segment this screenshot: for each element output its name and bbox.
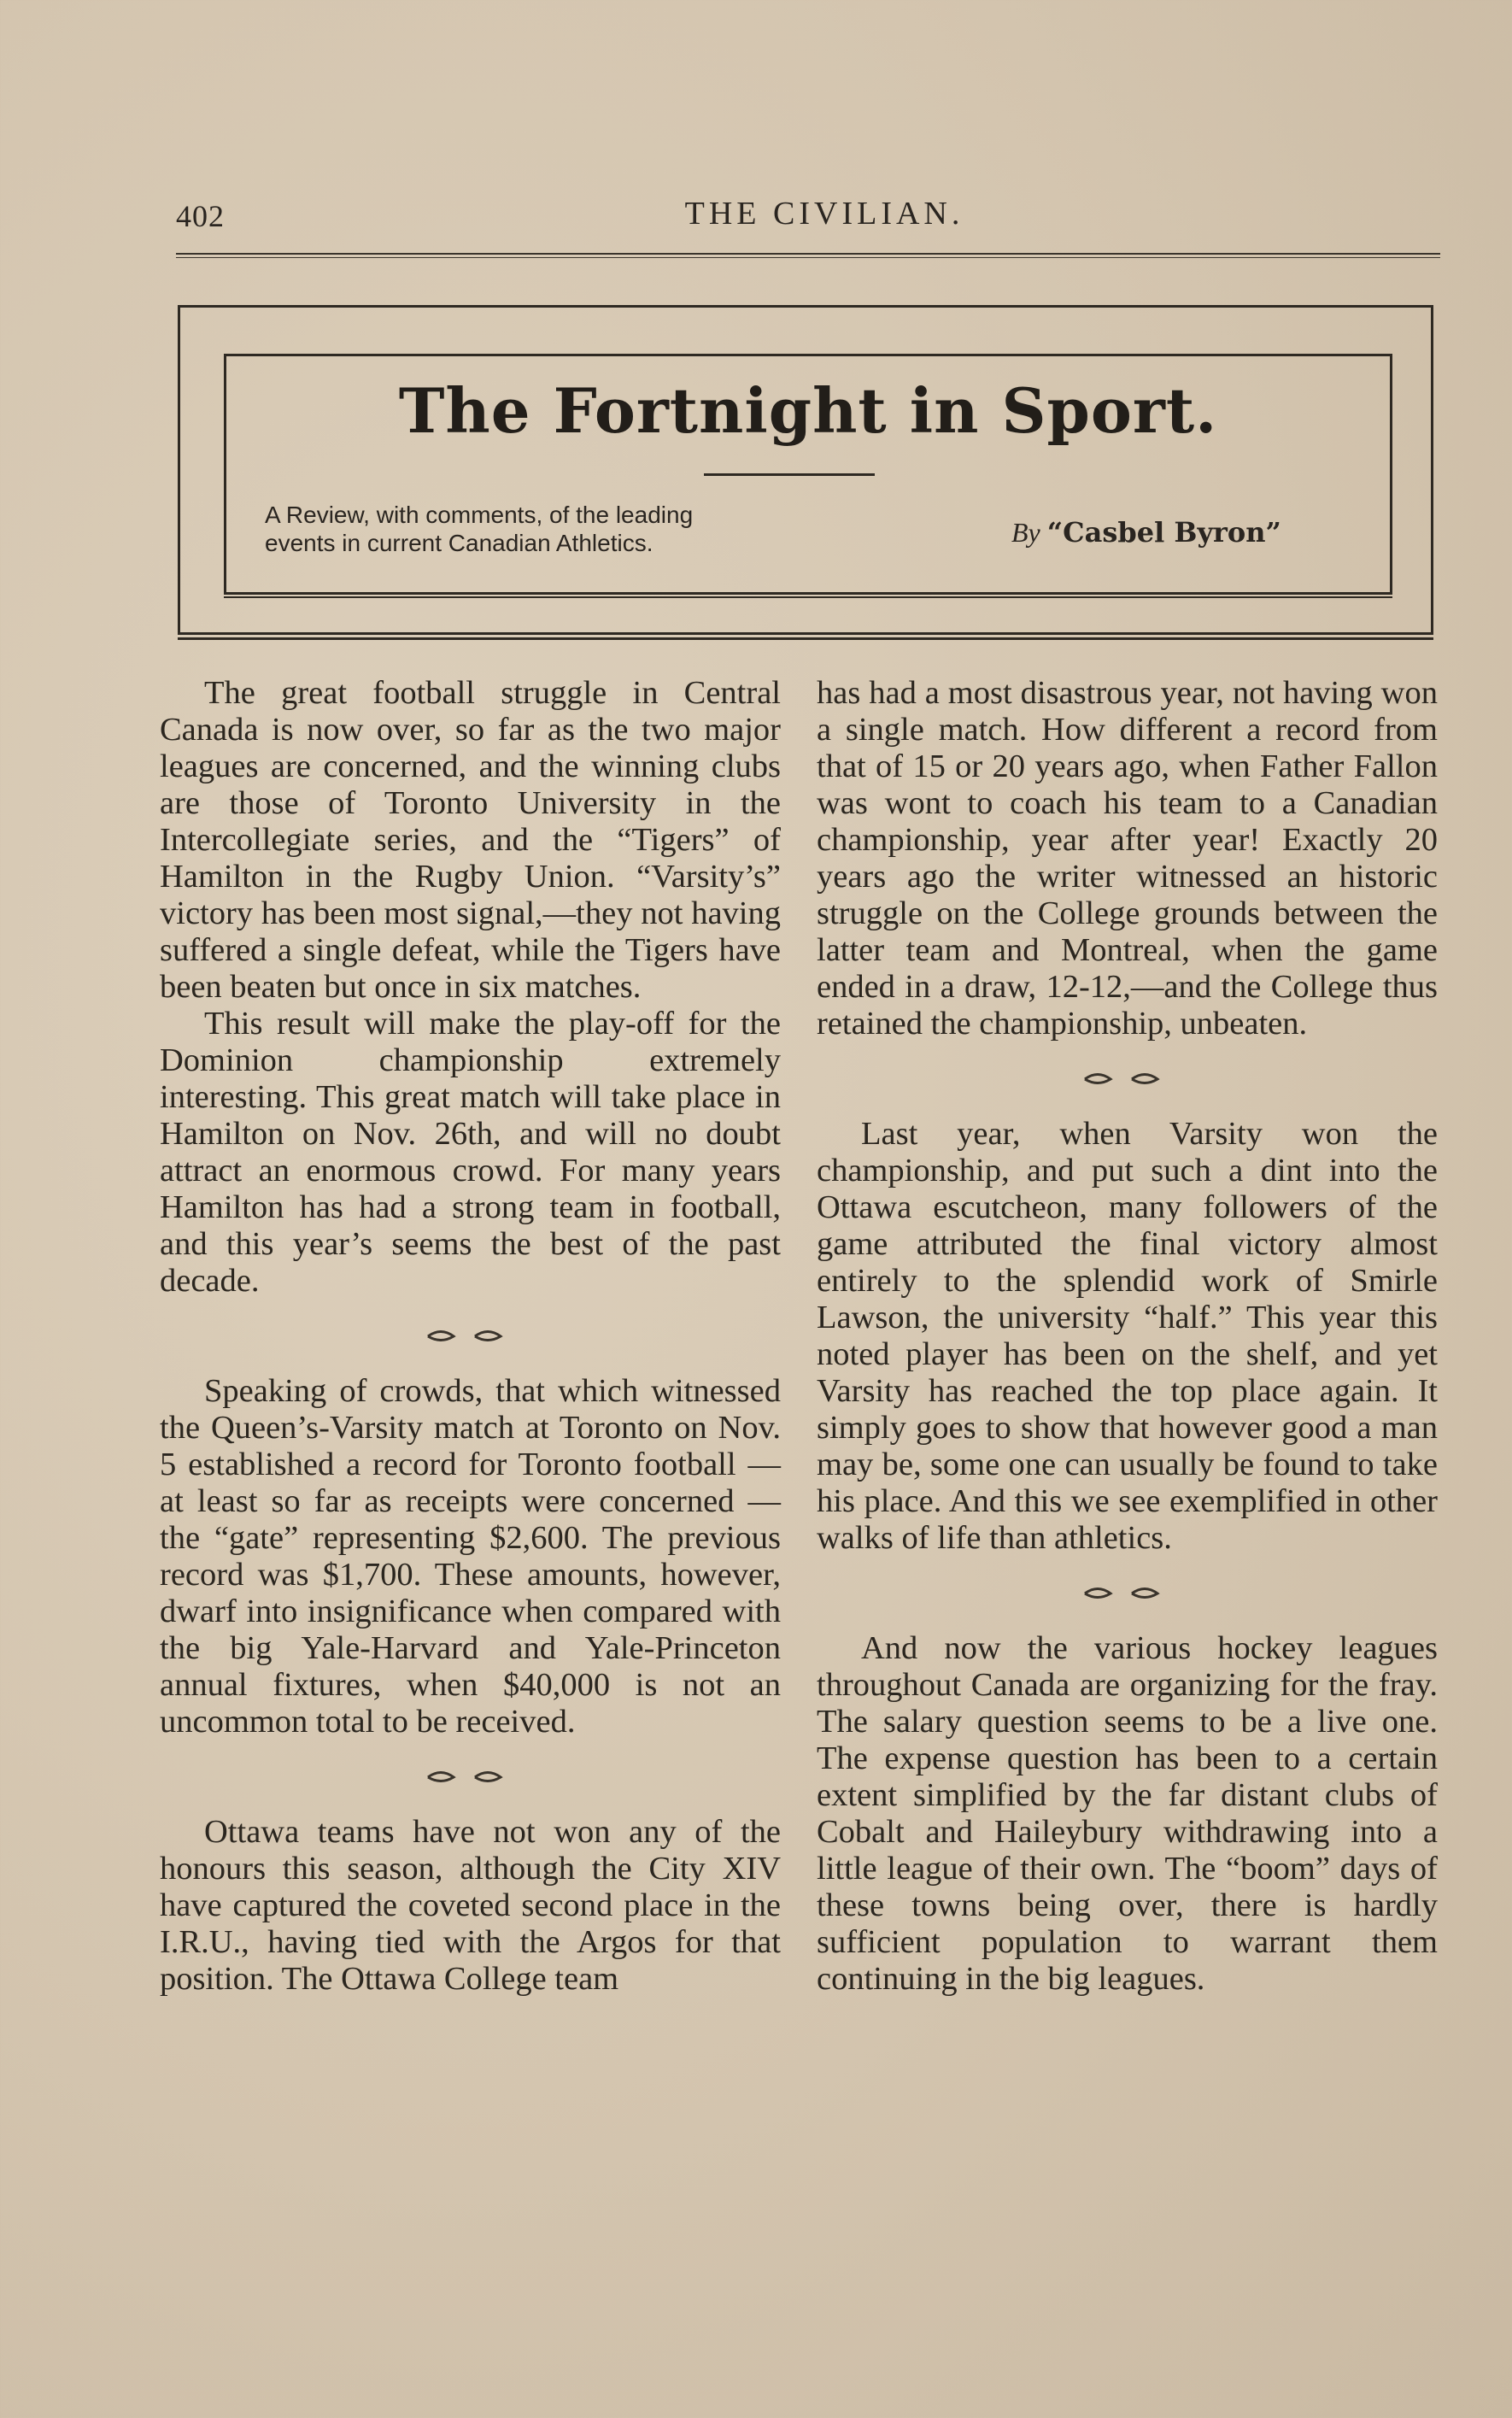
running-title: THE CIVILIAN.: [684, 196, 964, 232]
article-left-column: [160, 675, 781, 1998]
article-right-column: [817, 675, 1438, 1998]
byline-prefix: By: [1011, 517, 1040, 548]
section-separator-ornament: [817, 1557, 1438, 1630]
header-rule: [176, 253, 1440, 258]
paragraph: has had a most disastrous year, not having won a single match. How different a record from that of 15 or 20 years ago, when Father Fallon was wont to coach his team to a Canadian championship, year after year! Exactly 20 years ago the writer witnessed an historic struggle on the College grounds between the latter team and Montreal, when the game ended in a draw, 12-12,—and the College thus retained the championship, unbeaten.: [817, 675, 1438, 1042]
paragraph: This result will make the play-off for the Dominion championship extremely interesting. This great match will take place in Hamilton on Nov. 26th, and will no doubt attract an enormous crowd. For many years Hamilton has had a strong team in football, and this year’s seems the best of the past decade.: [160, 1006, 781, 1299]
subtitle-line-2: events in current Canadian Athletics.: [265, 530, 653, 556]
feature-outer-frame-rule: [178, 637, 1433, 640]
page-number: 402: [176, 199, 225, 233]
feature-inner-frame-rule: [224, 596, 1392, 598]
paragraph: Speaking of crowds, that which witnessed the Queen’s-Varsity match at Toronto on Nov. 5 established a record for Toronto football — at least so far as receipts were concerned — the “gate” representing $2,600. The previous record was $1,700. These amounts, however, dwarf into insignificance when compared with the big Yale-Harvard and Yale-Princeton annual fixtures, when $40,000 is not an uncommon total to be received.: [160, 1373, 781, 1740]
section-separator-ornament: [160, 1300, 781, 1373]
byline-name: “Casbel Byron”: [1046, 516, 1281, 549]
section-separator-ornament: [817, 1042, 1438, 1116]
title-underline: [704, 473, 875, 476]
feature-subtitle: [265, 501, 863, 557]
byline: [1011, 516, 1281, 549]
paragraph: The great football struggle in Central Canada is now over, so far as the two major leagues are concerned, and the winning clubs are those of Toronto University in the Intercollegiate series, and the “Tigers” of Hamilton in the Rugby Union. “Varsity’s” victory has been most signal,—they not having suffered a single defeat, while the Tigers have been beaten but once in six matches.: [160, 675, 781, 1005]
paragraph: And now the various hockey leagues throughout Canada are organizing for the fray. The salary question seems to be a live one. The expense question has been to a certain extent simplified by the far distant clubs of Cobalt and Haileybury withdrawing into a little league of their own. The “boom” days of these towns being over, there is hardly sufficient population to warrant them continuing in the big leagues.: [817, 1630, 1438, 1997]
feature-title: The Fortnight in Sport.: [398, 374, 1218, 447]
section-separator-ornament: [160, 1740, 781, 1814]
paragraph: Last year, when Varsity won the championship, and put such a dint into the Ottawa escutcheon, many followers of the game attributed the final victory almost entirely to the splendid work of Smirle Lawson, the university “half.” This year this noted player has been on the shelf, and yet Varsity has reached the top place again. It simply goes to show that however good a man may be, some one can usually be found to take his place. And this we see exemplified in other walks of life than athletics.: [817, 1116, 1438, 1556]
subtitle-line-1: A Review, with comments, of the leading: [265, 502, 694, 528]
paragraph: Ottawa teams have not won any of the honours this season, although the City XIV have captured the coveted second place in the I.R.U., having tied with the Argos for that position. The Ottawa College team: [160, 1814, 781, 1997]
